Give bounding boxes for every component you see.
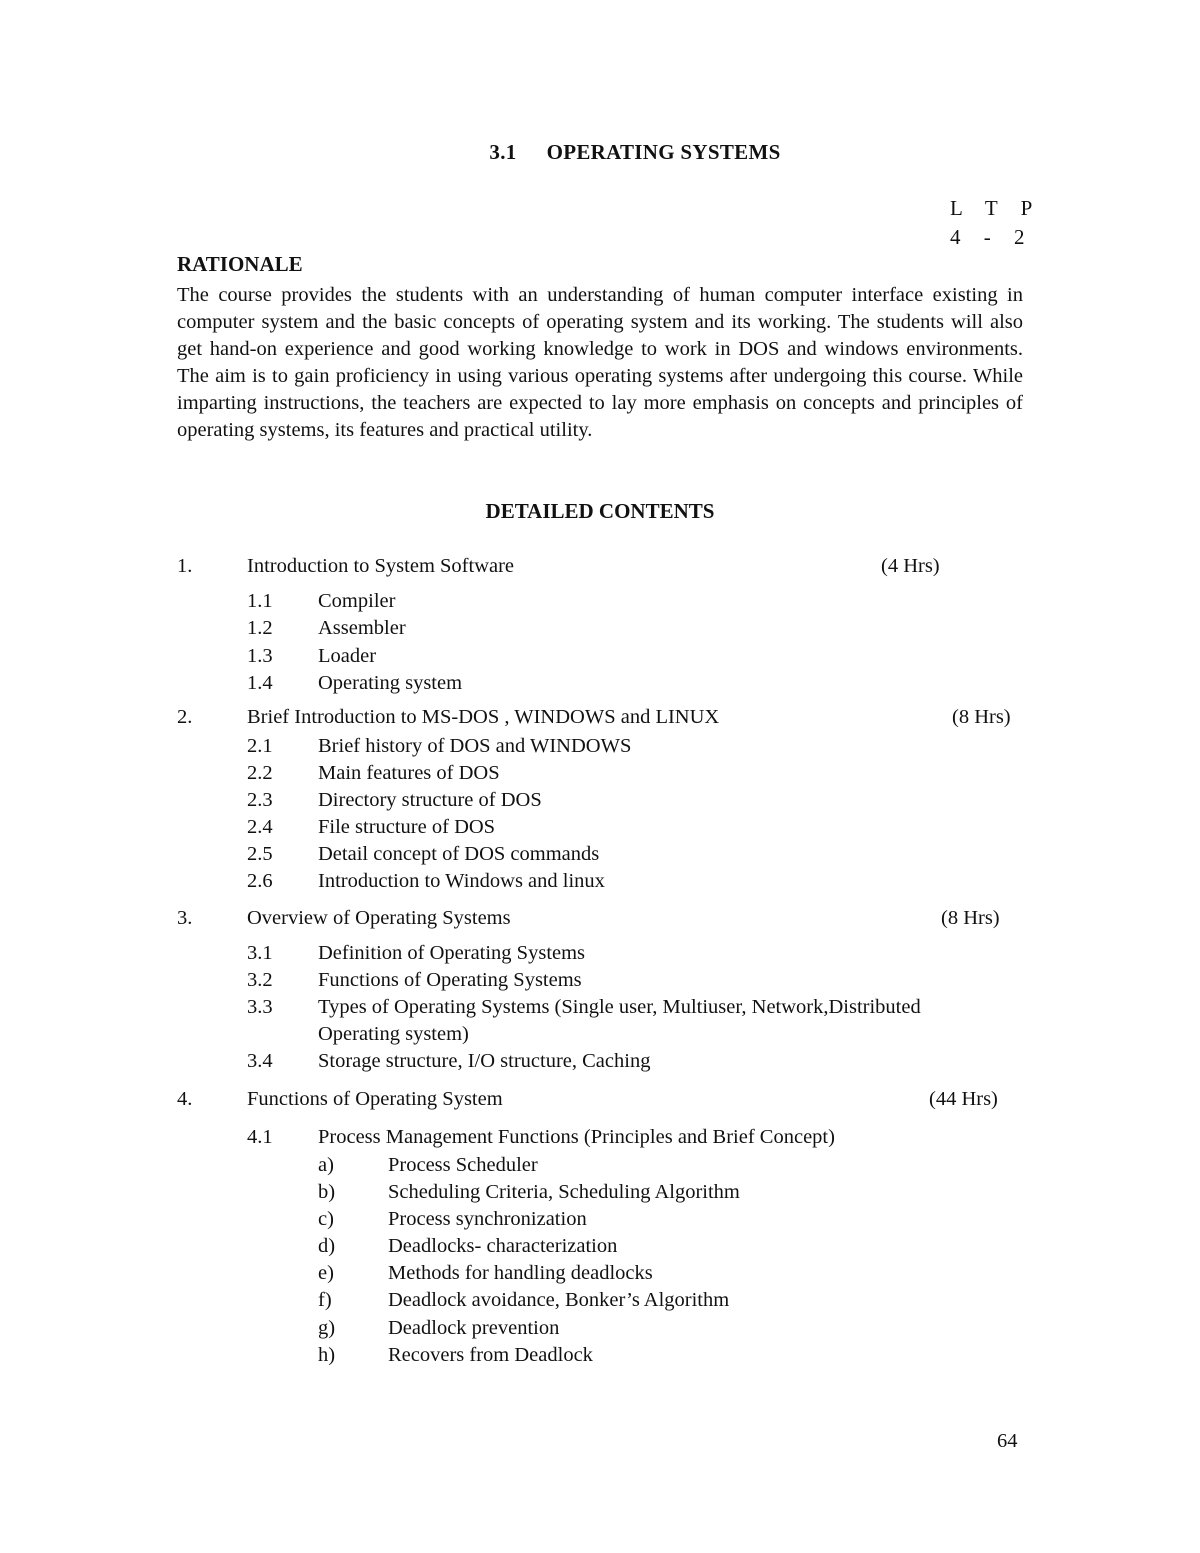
section-title: Functions of Operating System — [247, 1088, 503, 1110]
subitem-letter: b) — [318, 1181, 336, 1203]
subitem-text: Methods for handling deadlocks — [388, 1262, 653, 1284]
item-number: 1.4 — [247, 672, 273, 694]
item-text: Loader — [318, 645, 377, 667]
section-hours: (4 Hrs) — [881, 555, 940, 577]
section-number: 3. — [177, 907, 193, 929]
subitem-letter: g) — [318, 1317, 336, 1339]
section-number: 1. — [177, 555, 193, 577]
section-title: Introduction to System Software — [247, 555, 515, 577]
item-text: Storage structure, I/O structure, Caching — [318, 1050, 651, 1072]
subitem-letter: e) — [318, 1262, 334, 1284]
subitem-letter: h) — [318, 1344, 336, 1366]
item-text: Types of Operating Systems (Single user, Multiuser, Network,Distributed — [318, 996, 921, 1018]
item-number: 4.1 — [247, 1126, 273, 1148]
section-number: 2. — [177, 706, 193, 728]
item-text: Main features of DOS — [318, 762, 500, 784]
subitem-text: Process Scheduler — [388, 1154, 538, 1176]
section-title: Overview of Operating Systems — [247, 907, 511, 929]
section-hours: (44 Hrs) — [929, 1088, 998, 1110]
item-number: 2.5 — [247, 843, 273, 865]
subitem-letter: f) — [318, 1289, 332, 1311]
item-number: 2.6 — [247, 870, 273, 892]
subitem-text: Deadlock prevention — [388, 1317, 560, 1339]
rationale-paragraph: The course provides the students with an understanding of human computer interface existing in computer system and the basic concepts of operating system and its working. The students will also get hand-on experience and good working knowledge to work in DOS and windows environments. The aim is to gain proficiency in using various operating systems after undergoing this course. While imparting instructions, the teachers are expected to lay more emphasis on concepts and principles of operating systems, its features and practical utility. — [177, 284, 1023, 441]
item-text: Functions of Operating Systems — [318, 969, 582, 991]
item-number: 2.4 — [247, 816, 273, 838]
item-number: 2.1 — [247, 735, 273, 757]
subitem-letter: d) — [318, 1235, 336, 1257]
subitem-letter: a) — [318, 1154, 334, 1176]
page-title — [0, 140, 1200, 165]
item-text: Operating system — [318, 672, 463, 694]
rationale-heading: RATIONALE — [177, 252, 303, 276]
subitem-text: Process synchronization — [388, 1208, 587, 1230]
item-number: 1.2 — [247, 617, 273, 639]
detailed-contents-heading: DETAILED CONTENTS — [485, 499, 715, 523]
subitem-letter: c) — [318, 1208, 334, 1230]
section-hours: (8 Hrs) — [941, 907, 1000, 929]
item-number: 3.3 — [247, 996, 273, 1018]
item-number: 2.2 — [247, 762, 273, 784]
item-number: 3.2 — [247, 969, 273, 991]
ltp-values: 4 - 2 — [950, 225, 1034, 249]
item-number: 1.3 — [247, 645, 273, 667]
item-text: Detail concept of DOS commands — [318, 843, 600, 865]
subitem-text: Deadlock avoidance, Bonker’s Algorithm — [388, 1289, 730, 1311]
subitem-text: Recovers from Deadlock — [388, 1344, 593, 1366]
item-text: Introduction to Windows and linux — [318, 870, 605, 892]
item-number: 3.4 — [247, 1050, 273, 1072]
item-number: 3.1 — [247, 942, 273, 964]
title-text: OPERATING SYSTEMS — [546, 140, 781, 164]
title-number: 3.1 — [489, 140, 517, 164]
section-title: Brief Introduction to MS-DOS , WINDOWS and LINUX — [247, 706, 720, 728]
item-number: 1.1 — [247, 590, 273, 612]
ltp-header: L T P — [950, 196, 1042, 220]
item-text: Assembler — [318, 617, 406, 639]
item-text: Directory structure of DOS — [318, 789, 542, 811]
page-number: 64 — [997, 1430, 1018, 1452]
item-text-continued: Operating system) — [318, 1023, 469, 1045]
item-text: Brief history of DOS and WINDOWS — [318, 735, 632, 757]
item-text: File structure of DOS — [318, 816, 496, 838]
item-number: 2.3 — [247, 789, 273, 811]
subitem-text: Deadlocks- characterization — [388, 1235, 618, 1257]
item-text: Definition of Operating Systems — [318, 942, 586, 964]
item-text: Process Management Functions (Principles and Brief Concept) — [318, 1126, 835, 1148]
section-number: 4. — [177, 1088, 193, 1110]
item-text: Compiler — [318, 590, 396, 612]
subitem-text: Scheduling Criteria, Scheduling Algorithm — [388, 1181, 740, 1203]
section-hours: (8 Hrs) — [952, 706, 1011, 728]
